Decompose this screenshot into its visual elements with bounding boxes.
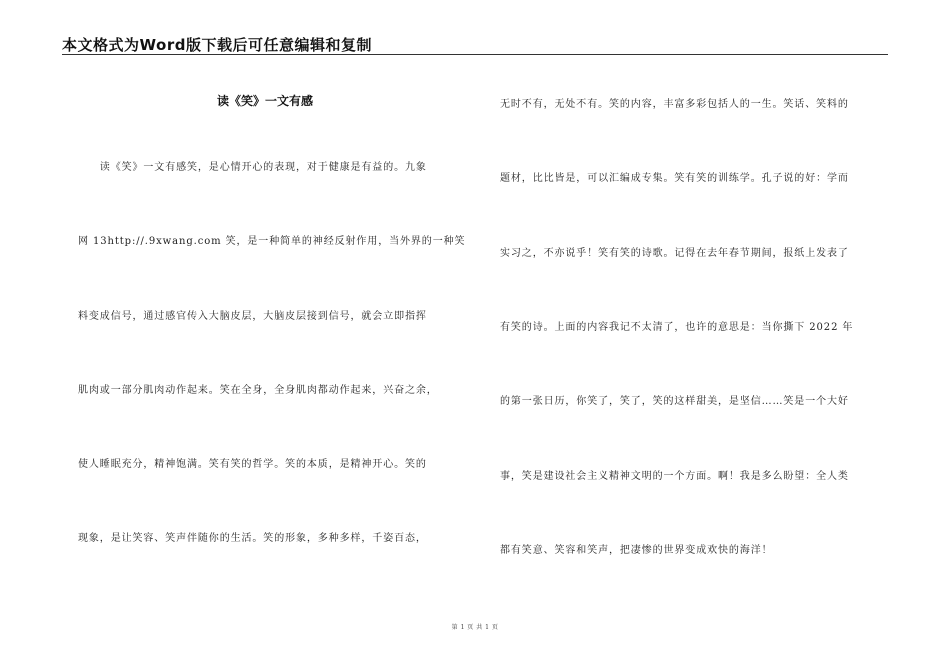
text-line: 题材，比比皆是，可以汇编成专集。笑有笑的训练学。孔子说的好：学而 xyxy=(500,173,849,184)
text-line: 现象，是让笑容、笑声伴随你的生活。笑的形象，多种多样，千姿百态， xyxy=(78,533,427,544)
text-line: 事，笑是建设社会主义精神文明的一个方面。啊！我是多么盼望：全人类 xyxy=(500,471,849,482)
text-line: 读《笑》一文有感笑，是心情开心的表现，对于健康是有益的。九象 xyxy=(78,162,427,173)
text-line: 都有笑意、笑容和笑声，把凄惨的世界变成欢快的海洋！ xyxy=(500,545,773,556)
document-title: 读《笑》一文有感 xyxy=(216,94,313,108)
text-line: 的第一张日历，你笑了，笑了，笑的这样甜美，是坚信……笑是一个大好 xyxy=(500,396,849,407)
text-line: 网 13http://.9xwang.com 笑，是一种简单的神经反射作用，当外界的一种笑 xyxy=(78,236,466,247)
text-line: 实习之，不亦说乎！笑有笑的诗歌。记得在去年春节期间，报纸上发表了 xyxy=(500,248,849,259)
text-line: 肌肉或一部分肌肉动作起来。笑在全身，全身肌肉都动作起来，兴奋之余， xyxy=(78,385,438,396)
text-line: 有笑的诗。上面的内容我记不太清了，也许的意思是：当你撕下 2022 年 xyxy=(500,322,854,333)
text-line: 使人睡眠充分，精神饱满。笑有笑的哲学。笑的本质，是精神开心。笑的 xyxy=(78,459,427,470)
text-line: 无时不有，无处不有。笑的内容，丰富多彩包括人的一生。笑话、笑料的 xyxy=(500,99,849,110)
page-number: 第 1 页 共 1 页 xyxy=(451,624,499,631)
text-line: 料变成信号，通过感官传入大脑皮层，大脑皮层接到信号，就会立即指挥 xyxy=(78,311,427,322)
banner-text: 本文格式为Word版下载后可任意编辑和复制 xyxy=(62,36,372,54)
download-banner xyxy=(62,30,888,55)
